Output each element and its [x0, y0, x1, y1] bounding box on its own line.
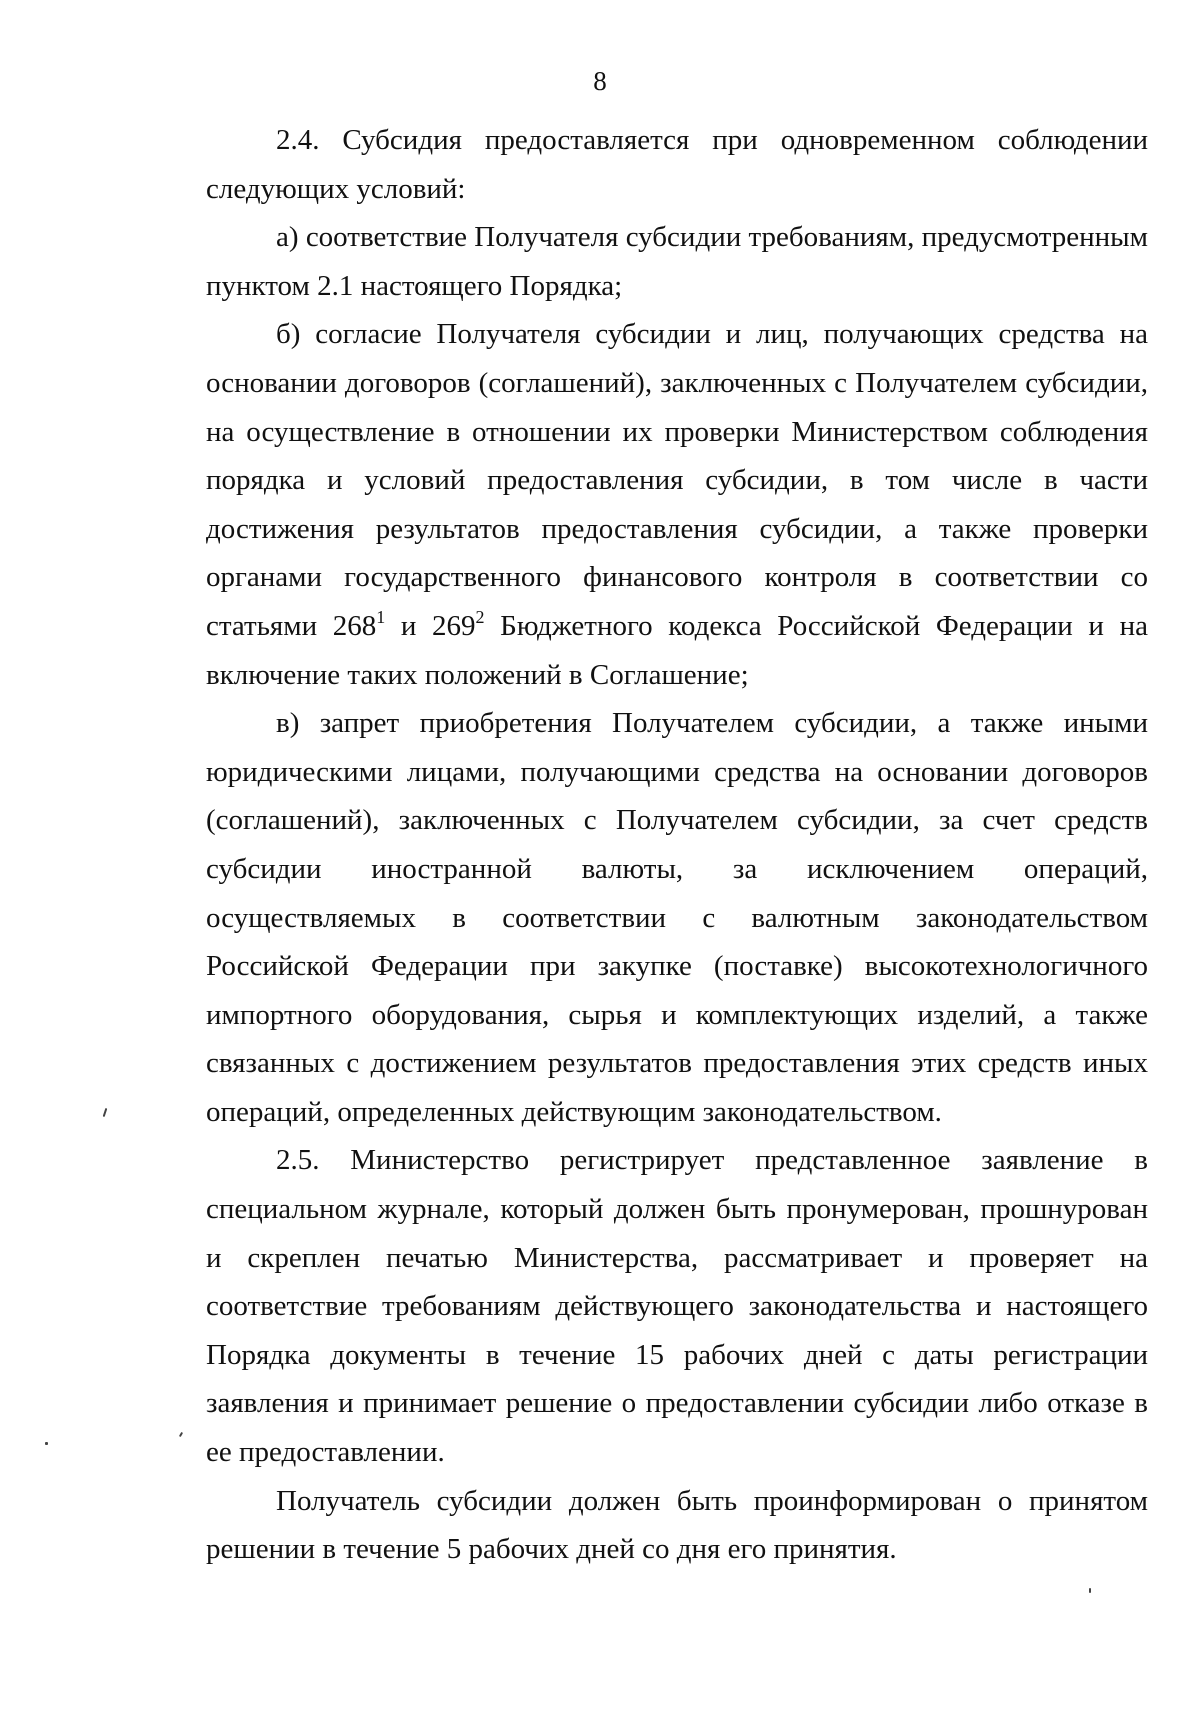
- paragraph-a: а) соответствие Получателя субсидии требованиям, предусмотренным пунктом 2.1 настоящего Порядка;: [206, 221, 1148, 302]
- scan-speck: [1089, 1588, 1091, 1593]
- paragraph-b-text-1: б) согласие Получателя субсидии и лиц, получающих средства на основании договоров (соглашений), заключенных с Получателем субсидии, на осуществление в отношении их проверки Министерством соблюдения порядка и условий предоставления субсидии, в том числе в части достижения результатов предоставления субсидии, а также проверки органами государственного финансового контроля в соответствии со статьями 268: [206, 318, 1148, 642]
- scan-speck: [103, 1108, 108, 1117]
- paragraph-b-text-3: Бюджетного кодекса Российской Федерации и на включение таких положений в Соглашение;: [206, 609, 1148, 691]
- scan-speck: [45, 1442, 48, 1445]
- paragraph-b: [206, 310, 1148, 699]
- footnote-superscript-2: 2: [475, 606, 485, 627]
- scan-speck: [179, 1432, 183, 1437]
- paragraph-notification: Получатель субсидии должен быть проинформирован о принятом решении в течение 5 рабочих дней со дня его принятия.: [206, 1484, 1148, 1566]
- document-body: [206, 116, 1148, 1574]
- footnote-superscript-1: 1: [376, 606, 386, 627]
- paragraph-v: в) запрет приобретения Получателем субсидии, а также иными юридическими лицами, получающими средства на основании договоров (соглашений), заключенных с Получателем субсидии, за счет средств субсидии иностранной валюты, за исключением операций, осуществляемых в соответствии с валютным законодательством Российской Федерации при закупке (поставке) высокотехнологичного импортного оборудования, сырья и комплектующих изделий, а также связанных с достижением результатов предоставления этих средств иных операций, определенных действующим законодательством.: [206, 707, 1148, 1128]
- paragraph-b-text-2: и 269: [385, 609, 476, 642]
- paragraph-2-5: 2.5. Министерство регистрирует представленное заявление в специальном журнале, который должен быть пронумерован, прошнурован и скреплен печатью Министерства, рассматривает и проверяет на соответствие требованиям действующего законодательства и настоящего Порядка документы в течение 15 рабочих дней с даты регистрации заявления и принимает решение о предоставлении субсидии либо отказе в ее предоставлении.: [206, 1144, 1148, 1469]
- paragraph-2-4: 2.4. Субсидия предоставляется при одновременном соблюдении следующих условий:: [206, 124, 1148, 205]
- page-number: 8: [593, 66, 607, 96]
